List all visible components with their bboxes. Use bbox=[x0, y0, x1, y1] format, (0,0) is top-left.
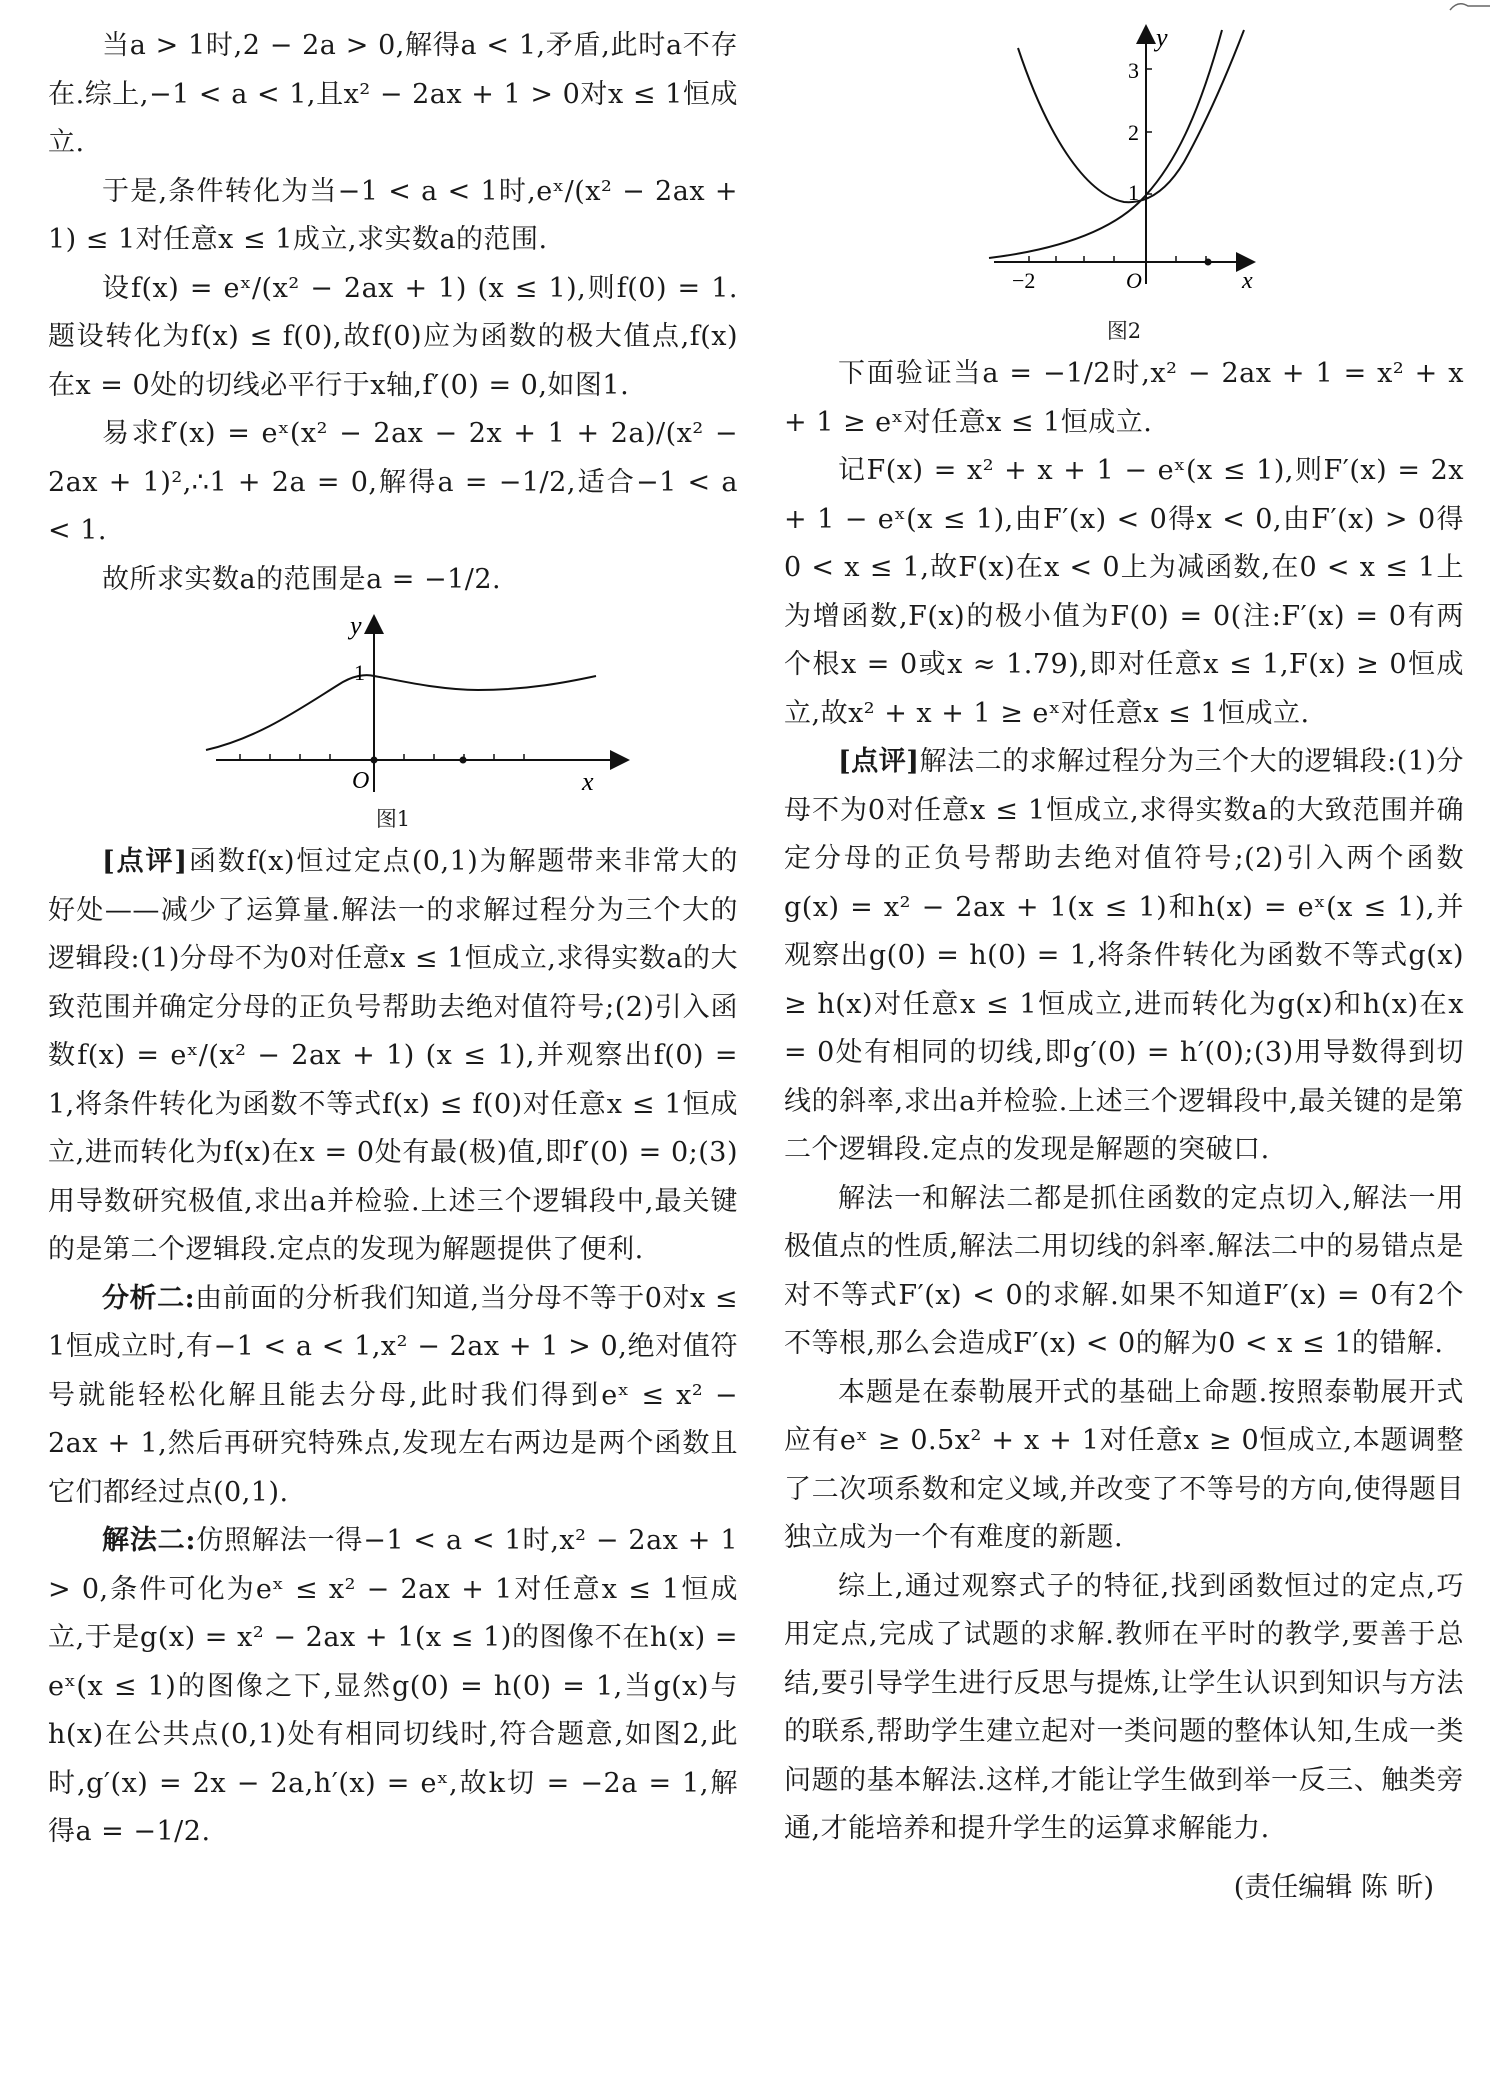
paragraph: 故所求实数a的范围是a = −1/2. bbox=[102, 563, 502, 595]
right-column bbox=[784, 22, 1464, 1912]
paragraph: 本题是在泰勒展开式的基础上命题.按照泰勒展开式应有eˣ ≥ 0.5x² + x + 1对任意x ≥ 0恒成立,本题调整了二次项系数和定义域,并改变了不等号的方向,使得题目独立成为一个有难度的新题. bbox=[784, 1376, 1464, 1553]
paragraph-method-2 bbox=[48, 1517, 738, 1857]
figure-2-graph bbox=[784, 22, 1464, 312]
page-corner-ornament bbox=[1448, 0, 1492, 14]
paragraph: 设f(x) = eˣ/(x² − 2ax + 1) (x ≤ 1),则f(0) = 1.题设转化为f(x) ≤ f(0),故f(0)应为函数的极大值点,f(x)在x = 0处的切线必平行于x轴,f′(0) = 0,如图1. bbox=[48, 272, 738, 401]
fig2-y-label: y bbox=[1156, 23, 1168, 52]
figure-2-caption: 图2 bbox=[1106, 319, 1142, 343]
origin-point bbox=[371, 757, 378, 764]
fig2-tick-neg2: −2 bbox=[1012, 268, 1036, 293]
paragraph: 记F(x) = x² + x + 1 − eˣ(x ≤ 1),则F′(x) = 2x + 1 − eˣ(x ≤ 1),由F′(x) < 0得x < 0,由F′(x) > 0得0 < x ≤ 1,故F(x)在x < 0上为减函数,在0 < x ≤ 1上为增函数,F(x)的极小值为F(0) = 0(注:F′(x) = 0有两个根x = 0或x ≈ 1.79),即对任意x ≤ 1,F(x) ≥ 0恒成立,故x² + x + 1 ≥ eˣ对任意x ≤ 1恒成立. bbox=[784, 455, 1464, 729]
x-marker-point bbox=[1205, 259, 1212, 266]
paragraph: 解法一和解法二都是抓住函数的定点切入,解法一用极值点的性质,解法二用切线的斜率.解法二中的易错点是对不等式F′(x) < 0的求解.如果不知道F′(x) = 0有2个不等根,那么会造成F′(x) < 0的解为0 < x ≤ 1的错解. bbox=[784, 1182, 1464, 1359]
paragraph-analysis-2 bbox=[48, 1275, 738, 1518]
fig2-tick-3: 3 bbox=[1128, 58, 1139, 83]
review-text: 函数f(x)恒过定点(0,1)为解题带来非常大的好处——减少了运算量.解法一的求解过程分为三个大的逻辑段:(1)分母不为0对任意x ≤ 1恒成立,求得实数a的大致范围并确定分母的正负号帮助去绝对值符号;(2)引入函数f(x) = eˣ/(x² − 2ax + 1) (x ≤ 1),并观察出f(0) = 1,将条件转化为函数不等式f(x) ≤ f(0)对任意x ≤ 1恒成立,进而转化为f(x)在x = 0处有最(极)值,即f′(0) = 0;(3)用导数研究极值,求出a并检验.上述三个逻辑段中,最关键的是第二个逻辑段.定点的发现为解题提供了便利. bbox=[48, 846, 738, 1265]
figure-1 bbox=[48, 610, 738, 832]
paragraph: 当a > 1时,2 − 2a > 0,解得a < 1,矛盾,此时a不存在.综上,−1 < a < 1,且x² − 2ax + 1 > 0对x ≤ 1恒成立. bbox=[48, 30, 738, 158]
fig2-x-label: x bbox=[1242, 268, 1253, 294]
review-tag: [点评] bbox=[102, 846, 188, 877]
fig1-y-label: y bbox=[350, 611, 362, 640]
fig1-x-label: x bbox=[582, 767, 594, 796]
ticks bbox=[1029, 69, 1206, 262]
left-column bbox=[48, 22, 738, 1857]
paragraph: 下面验证当a = −1/2时,x² − 2ax + 1 = x² + x + 1 ≥ eˣ对任意x ≤ 1恒成立. bbox=[784, 358, 1464, 438]
fig1-origin-label: O bbox=[352, 768, 370, 794]
fig2-origin-label: O bbox=[1126, 268, 1142, 293]
fig1-one-label: 1 bbox=[354, 660, 365, 685]
paragraph-review-2 bbox=[784, 738, 1464, 1175]
figure-2 bbox=[784, 22, 1464, 344]
editor-credit: (责任编辑 陈 昕) bbox=[1233, 1871, 1434, 1903]
paragraph: 综上,通过观察式子的特征,找到函数恒过的定点,巧用定点,完成了试题的求解.教师在平时的教学,要善于总结,要引导学生进行反思与提炼,让学生认识到知识与方法的联系,帮助学生建立起对一类问题的整体认知,生成一类问题的基本解法.这样,才能让学生做到举一反三、触类旁通,才能培养和提升学生的运算求解能力. bbox=[784, 1570, 1464, 1844]
analysis-text: 由前面的分析我们知道,当分母不等于0对x ≤ 1恒成立时,有−1 < a < 1,x² − 2ax + 1 > 0,绝对值符号就能轻松化解且能去分母,此时我们得到eˣ ≤ x² − 2ax + 1,然后再研究特殊点,发现左右两边是两个函数且它们都经过点(0,1). bbox=[48, 1282, 738, 1508]
method-tag: 解法二: bbox=[102, 1525, 196, 1556]
paragraph: 易求f′(x) = eˣ(x² − 2ax − 2x + 1 + 2a)/(x² − 2ax + 1)²,∴1 + 2a = 0,解得a = −1/2,适合−1 < a < 1. bbox=[48, 418, 738, 546]
x-marker-point bbox=[460, 757, 467, 764]
review-tag: [点评] bbox=[838, 746, 920, 777]
analysis-tag: 分析二: bbox=[102, 1282, 196, 1314]
paragraph-review-1 bbox=[48, 838, 738, 1275]
fig2-tick-1: 1 bbox=[1128, 180, 1139, 205]
curve-f bbox=[206, 675, 596, 750]
figure-1-caption: 图1 bbox=[375, 807, 411, 831]
figure-1-graph bbox=[48, 610, 738, 800]
curve-g-parabola bbox=[1018, 30, 1244, 202]
paragraph: 于是,条件转化为当−1 < a < 1时,eˣ/(x² − 2ax + 1) ≤ 1对任意x ≤ 1成立,求实数a的范围. bbox=[48, 175, 738, 255]
method-text: 仿照解法一得−1 < a < 1时,x² − 2ax + 1 > 0,条件可化为eˣ ≤ x² − 2ax + 1对任意x ≤ 1恒成立,于是g(x) = x² − 2ax + 1(x ≤ 1)的图像不在h(x) = eˣ(x ≤ 1)的图像之下,显然g(0) = h(0) = 1,当g(x)与h(x)在公共点(0,1)处有相同切线时,符合题意,如图2,此时,g′(x) = 2x − 2a,h′(x) = eˣ,故k切 = −2a = 1,解得a = −1/2. bbox=[48, 1525, 739, 1847]
fig2-tick-2: 2 bbox=[1128, 120, 1139, 145]
review-text: 解法二的求解过程分为三个大的逻辑段:(1)分母不为0对任意x ≤ 1恒成立,求得实数a的大致范围并确定分母的正负号帮助去绝对值符号;(2)引入两个函数g(x) = x² − 2ax + 1(x ≤ 1)和h(x) = eˣ(x ≤ 1),并观察出g(0) = h(0) = 1,将条件转化为函数不等式g(x) ≥ h(x)对任意x ≤ 1恒成立,进而转化为g(x)和h(x)在x = 0处有相同的切线,即g′(0) = h′(0);(3)用导数得到切线的斜率,求出a并检验.上述三个逻辑段中,最关键的是第二个逻辑段.定点的发现是解题的突破口. bbox=[784, 746, 1464, 1165]
